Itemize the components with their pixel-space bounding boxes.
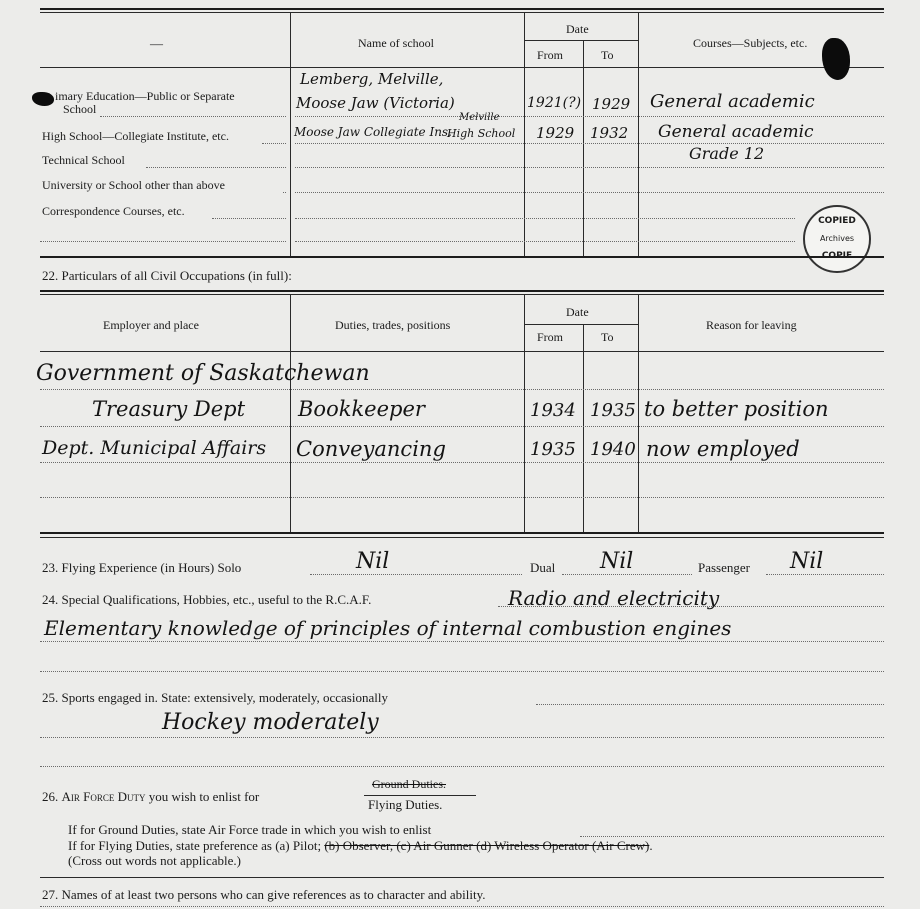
edu-primary-courses: General academic <box>650 91 815 112</box>
q23-passenger-value: Nil <box>790 549 824 574</box>
edu-primary-from: 1921(?) <box>527 95 582 111</box>
q26-fraction-rule <box>364 795 476 796</box>
section-rule <box>40 256 884 258</box>
col-divider <box>524 12 525 256</box>
col-divider <box>638 12 639 256</box>
fill-line <box>40 906 884 907</box>
fill-line <box>295 218 795 219</box>
edu-high-label: High School—Collegiate Institute, etc. <box>42 129 229 143</box>
q22-col-date: Date <box>566 305 589 319</box>
edu-primary-to: 1929 <box>592 95 631 113</box>
date-subheader-rule <box>524 40 638 41</box>
col-school-header: Name of school <box>358 36 434 50</box>
q26-ground-duties-struck: Ground Duties. <box>372 777 446 791</box>
fill-line <box>40 462 884 463</box>
edu-primary-label: imary Education—Public or Separate <box>55 89 235 103</box>
q22-row2-duties: Conveyancing <box>296 437 446 461</box>
q22-col-employer: Employer and place <box>103 318 199 332</box>
q22-top-rule <box>40 290 884 292</box>
q22-row1-duties: Bookkeeper <box>298 397 425 421</box>
fill-line <box>40 426 884 427</box>
stamp-bottom-text: COPIE <box>821 251 853 261</box>
q23-solo-value: Nil <box>356 549 390 574</box>
q24-answer-line2: Elementary knowledge of principles of internal combustion engines <box>44 616 732 640</box>
fill-line <box>536 704 884 705</box>
edu-high-school: Moose Jaw Collegiate Ins. <box>294 125 452 139</box>
q26-air-force-duty: Air Force Duty <box>61 789 146 804</box>
q26-struck-options: (b) Observer, (c) Air Gunner (d) Wireless Operator (Air Crew) <box>324 838 650 853</box>
fill-line <box>212 218 286 219</box>
top-rule <box>40 8 884 10</box>
edu-high-to: 1932 <box>590 124 629 142</box>
q22-row1-to: 1935 <box>590 400 636 421</box>
q22-col-to: To <box>601 330 614 344</box>
fill-line <box>146 167 286 168</box>
q22-header-bottom-rule <box>40 351 884 352</box>
fill-line <box>40 641 884 642</box>
q26-cross-out-note: (Cross out words not applicable.) <box>68 853 241 868</box>
ink-blot <box>822 38 850 80</box>
fill-line <box>40 766 884 767</box>
q25-label: 25. Sports engaged in. State: extensively, moderately, occasionally <box>42 690 388 705</box>
archives-copied-stamp <box>803 205 871 273</box>
fill-line <box>295 241 795 242</box>
col-from-header: From <box>537 48 564 62</box>
edu-technical-label: Technical School <box>42 153 125 167</box>
col-blank-header: — <box>150 36 163 51</box>
stamp-middle-text: Archives <box>819 234 855 243</box>
fill-line <box>766 574 884 575</box>
col-date-header: Date <box>566 22 589 36</box>
q27-label: 27. Names of at least two persons who can give references as to character and ability. <box>42 887 486 902</box>
top-rule-inner <box>40 12 884 13</box>
section-rule-inner <box>40 537 884 538</box>
edu-high-courses-line2: Grade 12 <box>689 144 765 163</box>
q22-row2-from: 1935 <box>530 439 576 460</box>
fill-line <box>283 192 286 193</box>
q26-line2-end: . <box>649 838 653 853</box>
fill-line <box>262 143 286 144</box>
fill-line <box>562 574 692 575</box>
q22-employer-heading: Government of Saskatchewan <box>36 361 370 386</box>
col-courses-header: Courses—Subjects, etc. <box>693 36 808 50</box>
edu-high-courses: General academic <box>658 122 814 142</box>
edu-university-label: University or School other than above <box>42 178 225 192</box>
q22-row1-from: 1934 <box>530 400 576 421</box>
q26-ground-trade-line: If for Ground Duties, state Air Force trade in which you wish to enlist <box>68 822 432 837</box>
fill-line <box>40 389 884 390</box>
edu-primary-school-line2: Moose Jaw (Victoria) <box>296 94 455 112</box>
header-bottom-rule <box>40 67 884 68</box>
q23-label: 23. Flying Experience (in Hours) Solo <box>42 560 242 575</box>
fill-line <box>40 497 884 498</box>
edu-correspondence-label: Correspondence Courses, etc. <box>42 204 185 218</box>
q26-pilot-text: If for Flying Duties, state preference as (a) Pilot; <box>68 838 322 853</box>
fill-line <box>40 671 884 672</box>
edu-primary-school: Lemberg, Melville, <box>300 70 444 88</box>
q22-col-reason: Reason for leaving <box>706 318 797 332</box>
stamp-top-text: COPIED <box>818 216 856 226</box>
col-divider <box>583 324 584 532</box>
q22-row2-employer: Dept. Municipal Affairs <box>42 437 267 459</box>
fill-line <box>295 167 884 168</box>
col-to-header: To <box>601 48 614 62</box>
q22-top-rule-inner <box>40 294 884 295</box>
q22-row1-reason: to better position <box>644 397 829 421</box>
section-rule <box>40 877 884 878</box>
fill-line <box>40 737 884 738</box>
fill-line <box>295 143 884 144</box>
q22-row2-reason: now employed <box>646 437 800 461</box>
ink-blot <box>32 92 54 106</box>
q26-flying-pref-line <box>68 838 653 854</box>
edu-high-school-extra-top: Melville <box>459 112 500 123</box>
q23-passenger-label: Passenger <box>698 560 750 575</box>
fill-line <box>295 116 884 117</box>
q26-number: 26. <box>42 789 62 804</box>
col-divider <box>290 12 291 256</box>
fill-line <box>40 241 286 242</box>
q24-answer-line1: Radio and electricity <box>508 586 720 610</box>
q24-label: 24. Special Qualifications, Hobbies, etc., useful to the R.C.A.F. <box>42 592 372 607</box>
fill-line <box>310 574 522 575</box>
q22-row1-employer: Treasury Dept <box>92 397 246 421</box>
q22-title: 22. Particulars of all Civil Occupations (in full): <box>42 268 292 283</box>
edu-high-from: 1929 <box>536 124 575 142</box>
date-subheader-rule <box>524 324 638 325</box>
section-rule <box>40 532 884 534</box>
fill-line <box>100 116 286 117</box>
q25-answer: Hockey moderately <box>162 710 379 735</box>
col-divider <box>583 40 584 256</box>
q22-col-from: From <box>537 330 564 344</box>
q26-label-rest: you wish to enlist for <box>145 789 260 804</box>
q22-row2-to: 1940 <box>590 439 636 460</box>
q23-dual-label: Dual <box>530 560 556 575</box>
edu-high-school-extra: High School <box>447 127 516 140</box>
fill-line <box>295 192 884 193</box>
q23-dual-value: Nil <box>600 549 634 574</box>
fill-line <box>580 836 884 837</box>
q26-label <box>42 789 259 805</box>
q22-col-duties: Duties, trades, positions <box>335 318 451 332</box>
q26-flying-duties: Flying Duties. <box>368 797 443 812</box>
edu-primary-label-line2: School <box>63 102 97 116</box>
